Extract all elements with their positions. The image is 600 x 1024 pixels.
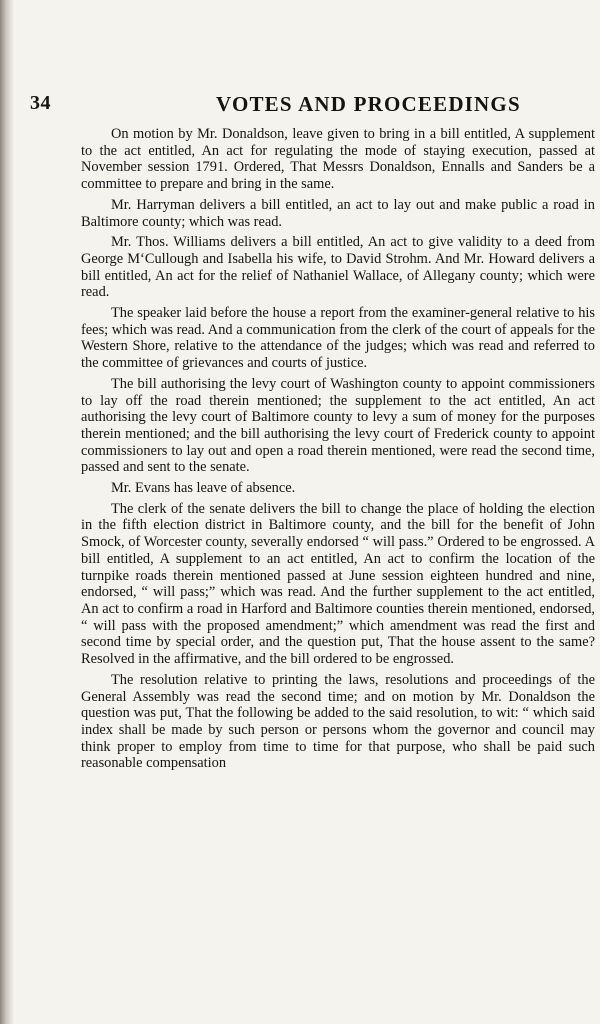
paragraph-donaldson-motion: On motion by Mr. Donaldson, leave given to bring in a bill entitled, A supplement to the act entitled, An act for regulating the mode of staying execution, passed at November session 1791. Ordered, That Messrs Donaldson, Ennalls and Sanders be a committee to prepare and bring in the same. — [81, 126, 595, 193]
paragraph-williams-howard-bills: Mr. Thos. Williams delivers a bill entitled, An act to give validity to a deed from George M‘Cullough and Isabella his wife, to David Strohm. And Mr. Howard delivers a bill entitled, An act for the relief of Nathaniel Wallace, of Allegany county; which were read. — [81, 234, 595, 301]
paragraph-examiner-general-report: The speaker laid before the house a report from the examiner-general relative to his fees; which was read. And a communication from the clerk of the court of appeals for the Western Shore, relative to the attendance of the judges; which was read and referred to the committee of grievances and courts of justice. — [81, 305, 595, 372]
paragraph-evans-absence: Mr. Evans has leave of absence. — [111, 480, 296, 497]
paragraph-harryman-bill: Mr. Harryman delivers a bill entitled, an act to lay out and make public a road in Baltimore county; which was read. — [81, 196, 595, 230]
running-head-title: VOTES AND PROCEEDINGS — [216, 92, 521, 116]
paragraph-senate-clerk-bills: The clerk of the senate delivers the bill to change the place of holding the election in the fifth election district in Baltimore county, and the bill for the benefit of John Smock, of Worcester county, severally endorsed “ will pass.” Ordered to be engrossed. A bill entitled, A supplement to an act entitled, An act to confirm the location of the turnpike roads therein mentioned passed at June session eighteen hundred and nine, endorsed, “ will pass;” which was read. And the further supplement to the act entitled, An act to confirm a road in Harford and Baltimore counties therein mentioned, endorsed, “ will pass with the proposed amendment;” which amendment was read the first and second time by special order, and the question put, That the house assent to the same? Resolved in the affirmative, and the bill ordered to be engrossed. — [81, 500, 595, 668]
page-number: 34 — [30, 92, 51, 114]
paragraph-printing-resolution: The resolution relative to printing the laws, resolutions and proceedings of the General Assembly was read the second time; and on motion by Mr. Donaldson the question was put, That the following be added to the said resolution, to wit: “ which said index shall be made by such person or persons whom the governor and council may think proper to employ from time to time for that purpose, who shall be paid such reasonable compensation — [81, 671, 595, 772]
paragraph-levy-court-bills: The bill authorising the levy court of Washington county to appoint commissioners to lay off the road therein mentioned; the supplement to the act entitled, An act authorising the levy court of Baltimore county to levy a sum of money for the purposes therein mentioned; and the bill authorising the levy court of Frederick county to appoint commissioners to lay out and open a road therein mentioned, were read the second time, passed and sent to the senate. — [81, 375, 595, 476]
running-head — [30, 92, 590, 120]
body-text — [81, 126, 595, 772]
page-spine-shadow — [0, 0, 14, 1024]
